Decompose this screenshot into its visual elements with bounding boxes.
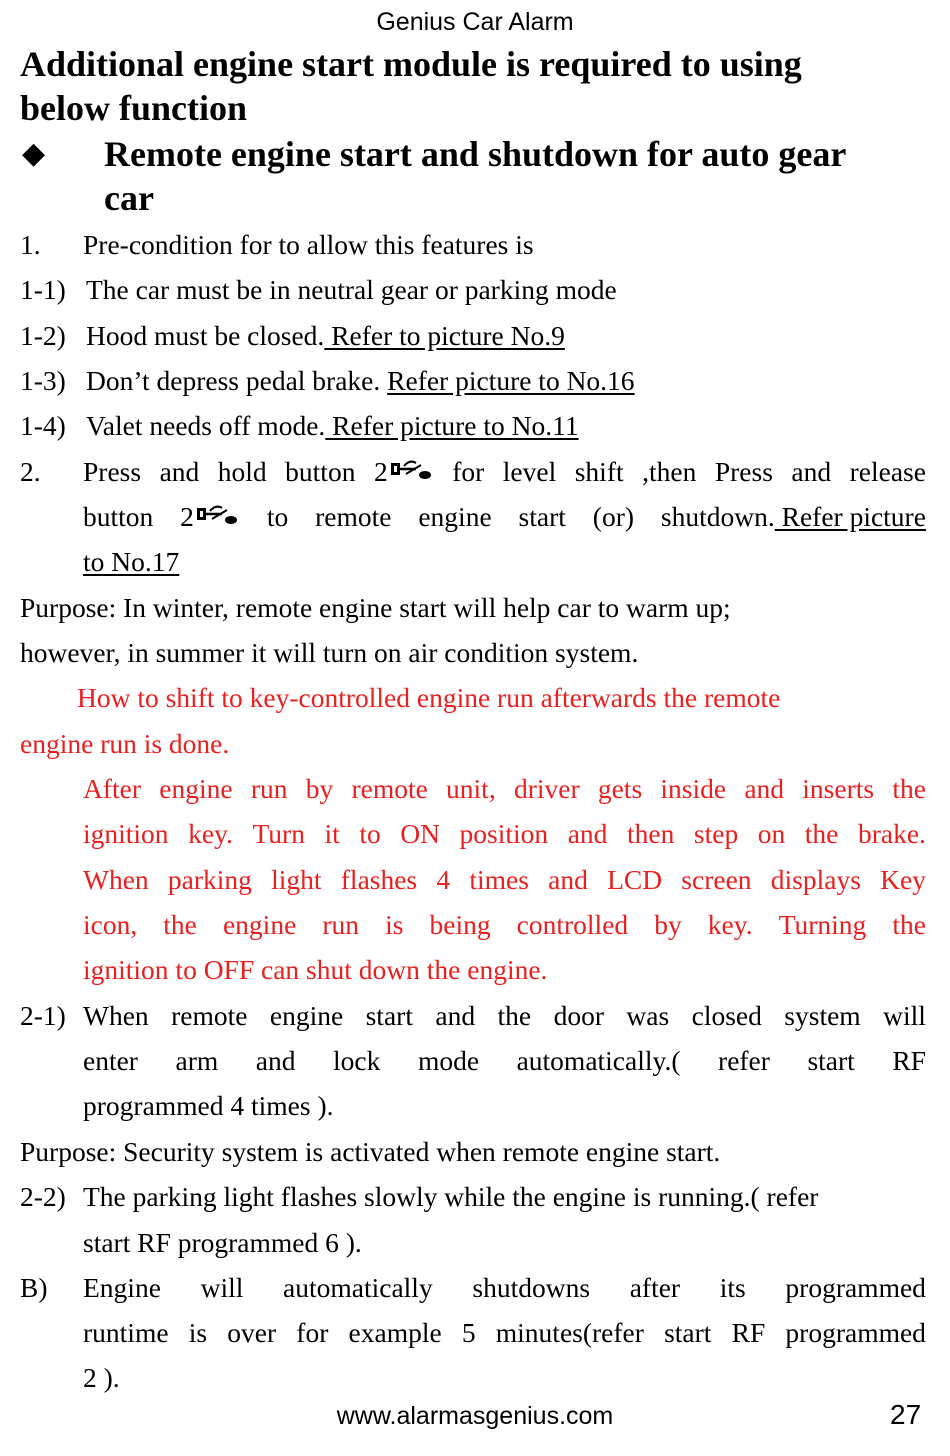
word: screen [681,864,752,895]
note-paragraph-line4 [83,908,926,942]
word: will [200,1272,244,1303]
item-line [86,364,635,398]
word: inserts [802,773,875,804]
item-text: The car must be in neutral gear or parking mode [86,274,617,305]
word: button [83,501,154,532]
section-title-line1: Remote engine start and shutdown for auto gear [104,134,847,174]
key-wave-icon [194,502,240,528]
word: ,then [642,456,697,487]
word: engine [222,909,297,940]
item-label: B) [20,1272,48,1303]
shutdown-with-reference [661,500,926,534]
page-number: 27 [890,1399,922,1430]
word: After [83,773,142,804]
word: times [469,864,529,895]
word: by [654,909,682,940]
item-label: 2-1) [20,1000,66,1031]
word: shutdown. [660,501,775,532]
word: the [163,909,197,940]
note-heading-line2: engine run is done. [20,728,230,759]
word: parking [167,864,252,895]
word: by [305,773,334,804]
note-paragraph-line5: ignition to OFF can shut down the engine. [83,954,548,985]
word: runtime [83,1317,169,1348]
word: When [83,864,149,895]
purpose-line2: however, in summer it will turn on air condition system. [20,637,639,668]
word: brake. [857,818,926,849]
item-b-line1 [83,1271,926,1305]
word: engine [418,501,492,532]
word: door [553,1000,604,1031]
word: Key [880,864,926,895]
item-2-line1 [83,455,926,489]
word: button [285,456,356,487]
word: light [271,864,322,895]
word: system [784,1000,861,1031]
word: the [497,1000,532,1031]
word: and [548,864,588,895]
item-text: Valet needs off mode. [86,410,326,441]
word: for [452,456,485,487]
word: When [83,1000,149,1031]
word: displays [770,864,861,895]
word: mode [417,1045,480,1076]
word: the [892,909,926,940]
button-number: 2 [373,456,388,487]
item-label: 2. [20,456,41,487]
picture-reference-link: to No.17 [83,546,180,577]
word: RF [731,1317,766,1348]
word: and [567,818,608,849]
purpose-line1: Purpose: In winter, remote engine start will help car to warm up; [20,592,731,623]
word: arm [175,1045,219,1076]
word: start [365,1000,413,1031]
word: example [348,1317,442,1348]
word: 4 [436,864,451,895]
word: icon, [83,909,138,940]
word: after [629,1272,681,1303]
word: 5 [461,1317,476,1348]
word: to [266,501,289,532]
note-paragraph-line1 [83,772,926,806]
word: run [322,909,360,940]
item-2-1-line1 [83,999,926,1033]
item-text: Pre-condition for to allow this features is [83,229,534,260]
item-2-1-line3: programmed 4 times ). [83,1090,334,1121]
word: unit, [446,773,496,804]
word: gets [597,773,643,804]
picture-reference-link: Refer picture [774,501,926,532]
word: refer [718,1045,770,1076]
item-label: 1-1) [20,274,66,305]
word: engine [269,1000,344,1031]
word: is [385,909,404,940]
word: ON [400,818,440,849]
note-paragraph-line2 [83,817,926,851]
word: lock [333,1045,381,1076]
word: being [429,909,491,940]
button-2-key [180,500,240,534]
word: the [892,773,926,804]
word: then [626,818,675,849]
item-line [86,319,565,353]
word: RF [892,1045,926,1076]
word: start [664,1317,712,1348]
word: minutes(refer [495,1317,644,1348]
bullet-diamond-icon: ◆ [22,137,46,170]
word: and [791,456,832,487]
word: shutdowns [472,1272,591,1303]
word: (or) [592,501,635,532]
word: to [359,818,381,849]
word: position [459,818,549,849]
note-heading-line1: How to shift to key-controlled engine run afterwards the remote [77,682,781,713]
item-text: Don’t depress pedal brake. [86,365,388,396]
word: remote [315,501,392,532]
word: automatically.( [516,1045,681,1076]
item-label: 1-4) [20,410,66,441]
word: and [744,773,785,804]
item-2-2-line1: The parking light flashes slowly while the engine is running.( refer [83,1181,819,1212]
word: step [693,818,739,849]
item-text: Hood must be closed. [86,320,325,351]
word: Turning [778,909,867,940]
word: on [757,818,786,849]
word: programmed [785,1317,926,1348]
button-number: 2 [180,501,194,532]
page-header: Genius Car Alarm [376,8,574,36]
item-2-2-line2: start RF programmed 6 ). [83,1227,362,1258]
word: Engine [83,1272,161,1303]
word: controlled [516,909,629,940]
item-line [86,409,579,443]
main-heading-line1: Additional engine start module is required to using [20,44,802,84]
word: hold [217,456,267,487]
word: is [188,1317,208,1348]
word: run [250,773,288,804]
picture-reference-link: Refer picture to No.11 [325,410,579,441]
word: remote [171,1000,248,1031]
word: closed [691,1000,762,1031]
word: was [626,1000,670,1031]
word: release [849,456,926,487]
word: flashes [340,864,418,895]
key-wave-icon [388,457,434,483]
word: LCD [607,864,663,895]
purpose-security: Purpose: Security system is activated when remote engine start. [20,1136,721,1167]
item-label: 1. [20,229,41,260]
word: shift [574,456,624,487]
item-b-line3: 2 ). [83,1362,120,1393]
item-label: 1-3) [20,365,66,396]
button-2-key [374,455,434,489]
word: enter [83,1045,138,1076]
word: inside [660,773,727,804]
word: level [502,456,557,487]
word: over [227,1317,277,1348]
word: remote [351,773,428,804]
word: programmed [785,1272,926,1303]
word: key. [188,818,233,849]
footer-url: www.alarmasgenius.com [336,1402,614,1430]
picture-reference-link: Refer to picture No.9 [324,320,565,351]
word: Press [714,456,773,487]
word: Turn [252,818,305,849]
item-label: 1-2) [20,320,66,351]
word: Press [83,456,142,487]
picture-reference-link: Refer picture to No.16 [387,365,635,396]
note-paragraph-line3 [83,863,926,897]
word: engine [159,773,233,804]
word: the [804,818,839,849]
word: key. [707,909,753,940]
word: and [435,1000,476,1031]
item-2-line2 [83,500,926,534]
item-label: 2-2) [20,1181,66,1212]
item-b-line2 [83,1316,926,1350]
word: for [296,1317,329,1348]
word: and [159,456,200,487]
word: its [719,1272,746,1303]
word: and [255,1045,296,1076]
item-2-1-line2 [83,1044,926,1078]
word: ignition [83,818,169,849]
word: will [883,1000,926,1031]
word: automatically [283,1272,433,1303]
word: it [324,818,340,849]
word: start [807,1045,855,1076]
word: start [518,501,566,532]
word: driver [513,773,580,804]
section-title-line2: car [104,178,154,218]
main-heading-line2: below function [20,88,248,128]
